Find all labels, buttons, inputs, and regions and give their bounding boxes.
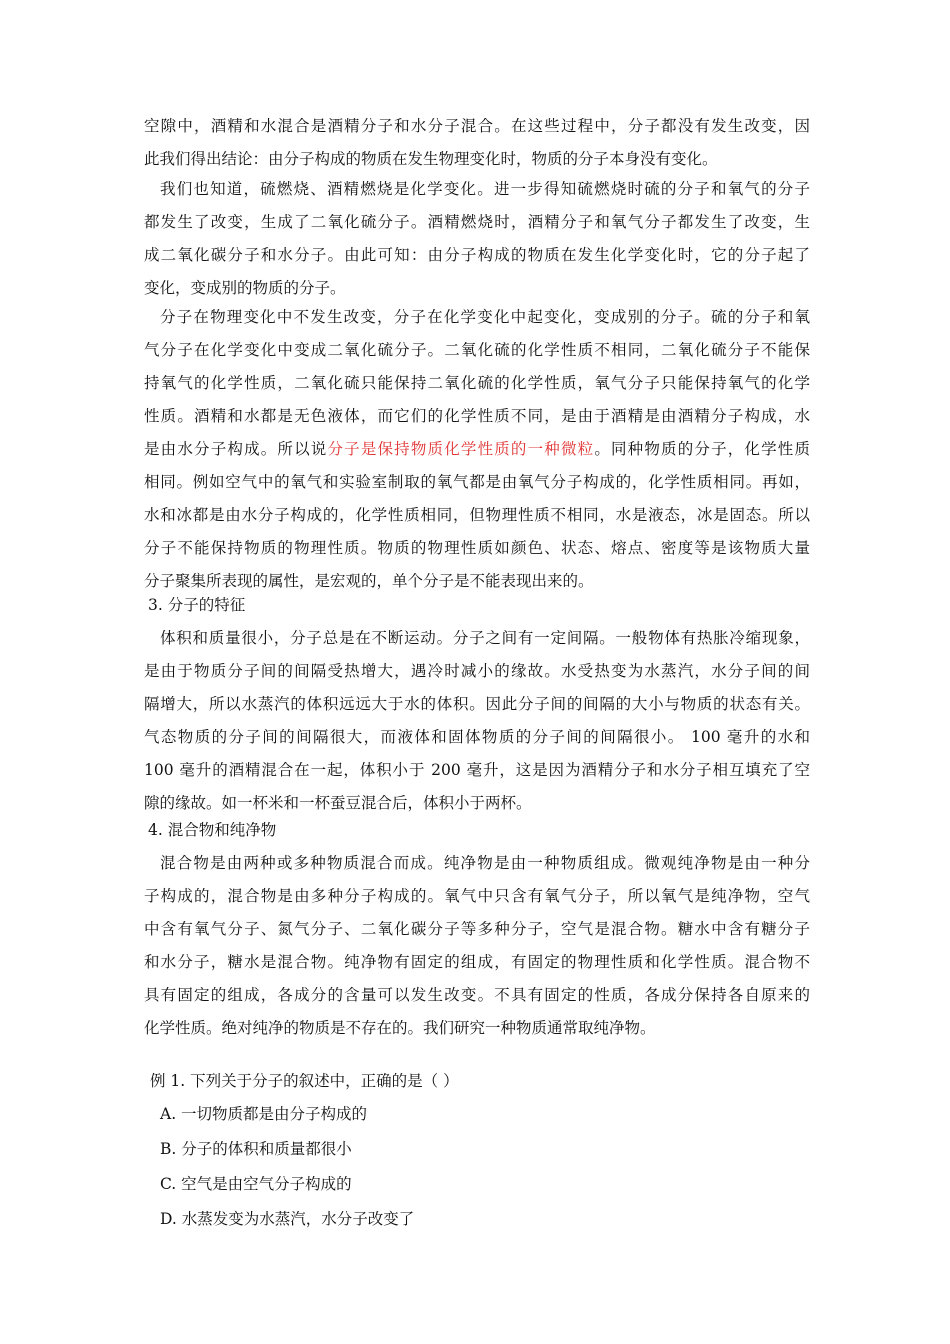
option-c: C. 空气是由空气分子构成的	[160, 1175, 352, 1193]
option-b: B. 分子的体积和质量都很小	[160, 1140, 352, 1158]
text-line: 化学性质。绝对纯净的物质是不存在的。我们研究一种物质通常取纯净物。	[144, 1019, 656, 1037]
paragraph-1	[144, 110, 810, 176]
text-line: 中含有氧气分子、氮气分子、二氧化碳分子等多种分子，空气是混合物。糖水中含有糖分子	[144, 920, 810, 938]
text-line: 性质。酒精和水都是无色液体，而它们的化学性质不同，是由于酒精是由酒精分子构成，水	[144, 407, 810, 425]
text-line: 持氧气的化学性质，二氧化硫只能保持二氧化硫的化学性质，氧气分子只能保持氧气的化学	[144, 374, 810, 392]
option-a: A. 一切物质都是由分子构成的	[160, 1105, 368, 1123]
text-line: 此我们得出结论：由分子构成的物质在发生物理变化时，物质的分子本身没有变化。	[144, 150, 718, 168]
text-line: 隔增大，所以水蒸汽的体积远远大于水的体积。因此分子间的间隔的大小与物质的状态有关。	[144, 695, 810, 713]
text-line: 我们也知道，硫燃烧、酒精燃烧是化学变化。进一步得知硫燃烧时硫的分子和氧气的分子	[160, 180, 810, 198]
text-line: 分子聚集所表现的属性，是宏观的，单个分子是不能表现出来的。	[144, 572, 594, 590]
section-heading-3: 3. 分子的特征	[148, 596, 246, 614]
text-segment: 。同种物质的分子，化学性质	[594, 440, 810, 458]
text-line: 相同。例如空气中的氧气和实验室制取的氧气都是由氧气分子构成的，化学性质相同。再如，	[144, 473, 810, 491]
option-d: D. 水蒸发变为水蒸汽，水分子改变了	[160, 1210, 415, 1228]
text-line: 变化，变成别的物质的分子。	[144, 279, 346, 297]
text-line: 气分子在化学变化中变成二氧化硫分子。二氧化硫的化学性质不相同，二氧化硫分子不能保	[144, 341, 810, 359]
text-line: 100 毫升的酒精混合在一起，体积小于 200 毫升，这是因为酒精分子和水分子相互填充了空	[144, 761, 810, 779]
text-line: 成二氧化碳分子和水分子。由此可知：由分子构成的物质在发生化学变化时，它的分子起了	[144, 246, 810, 264]
text-line-with-highlight	[144, 433, 810, 466]
highlighted-definition: 分子是保持物质化学性质的一种微粒	[327, 440, 595, 458]
text-line: 体积和质量很小，分子总是在不断运动。分子之间有一定间隔。一般物体有热胀冷缩现象，	[160, 629, 810, 647]
text-line: 气态物质的分子间的间隔很大，而液体和固体物质的分子间的间隔很小。 100 毫升的水和	[144, 728, 810, 746]
text-segment: 是由水分子构成。所以说	[144, 440, 328, 458]
text-line: 分子在物理变化中不发生改变，分子在化学变化中起变化，变成别的分子。硫的分子和氧	[160, 308, 810, 326]
paragraph-3	[144, 301, 810, 598]
text-line: 是由于物质分子间的间隔受热增大，遇冷时减小的缘故。水受热变为水蒸汽，水分子间的间	[144, 662, 810, 680]
text-line: 分子不能保持物质的物理性质。物质的物理性质如颜色、状态、熔点、密度等是该物质大量	[144, 539, 810, 557]
section-heading-4: 4. 混合物和纯净物	[148, 821, 277, 839]
text-line: 空隙中，酒精和水混合是酒精分子和水分子混合。在这些过程中，分子都没有发生改变，因	[144, 117, 810, 135]
text-line: 子构成的，混合物是由多种分子构成的。氧气中只含有氧气分子，所以氧气是纯净物，空气	[144, 887, 810, 905]
text-line: 和水分子，糖水是混合物。纯净物有固定的组成，有固定的物理性质和化学性质。混合物不	[144, 953, 810, 971]
paragraph-4	[144, 622, 810, 820]
text-line: 混合物是由两种或多种物质混合而成。纯净物是由一种物质组成。微观纯净物是由一种分	[160, 854, 810, 872]
example-question-stem: 例 1. 下列关于分子的叙述中，正确的是（ ）	[150, 1072, 459, 1090]
text-line: 具有固定的组成，各成分的含量可以发生改变。不具有固定的性质，各成分保持各自原来的	[144, 986, 810, 1004]
text-line: 都发生了改变，生成了二氧化硫分子。酒精燃烧时，酒精分子和氧气分子都发生了改变，生	[144, 213, 810, 231]
paragraph-2	[144, 173, 810, 305]
text-line: 水和冰都是由水分子构成的，化学性质相同，但物理性质不相同，水是液态，冰是固态。所以	[144, 506, 810, 524]
text-line: 隙的缘故。如一杯米和一杯蚕豆混合后，体积小于两杯。	[144, 794, 532, 812]
paragraph-5	[144, 847, 810, 1045]
